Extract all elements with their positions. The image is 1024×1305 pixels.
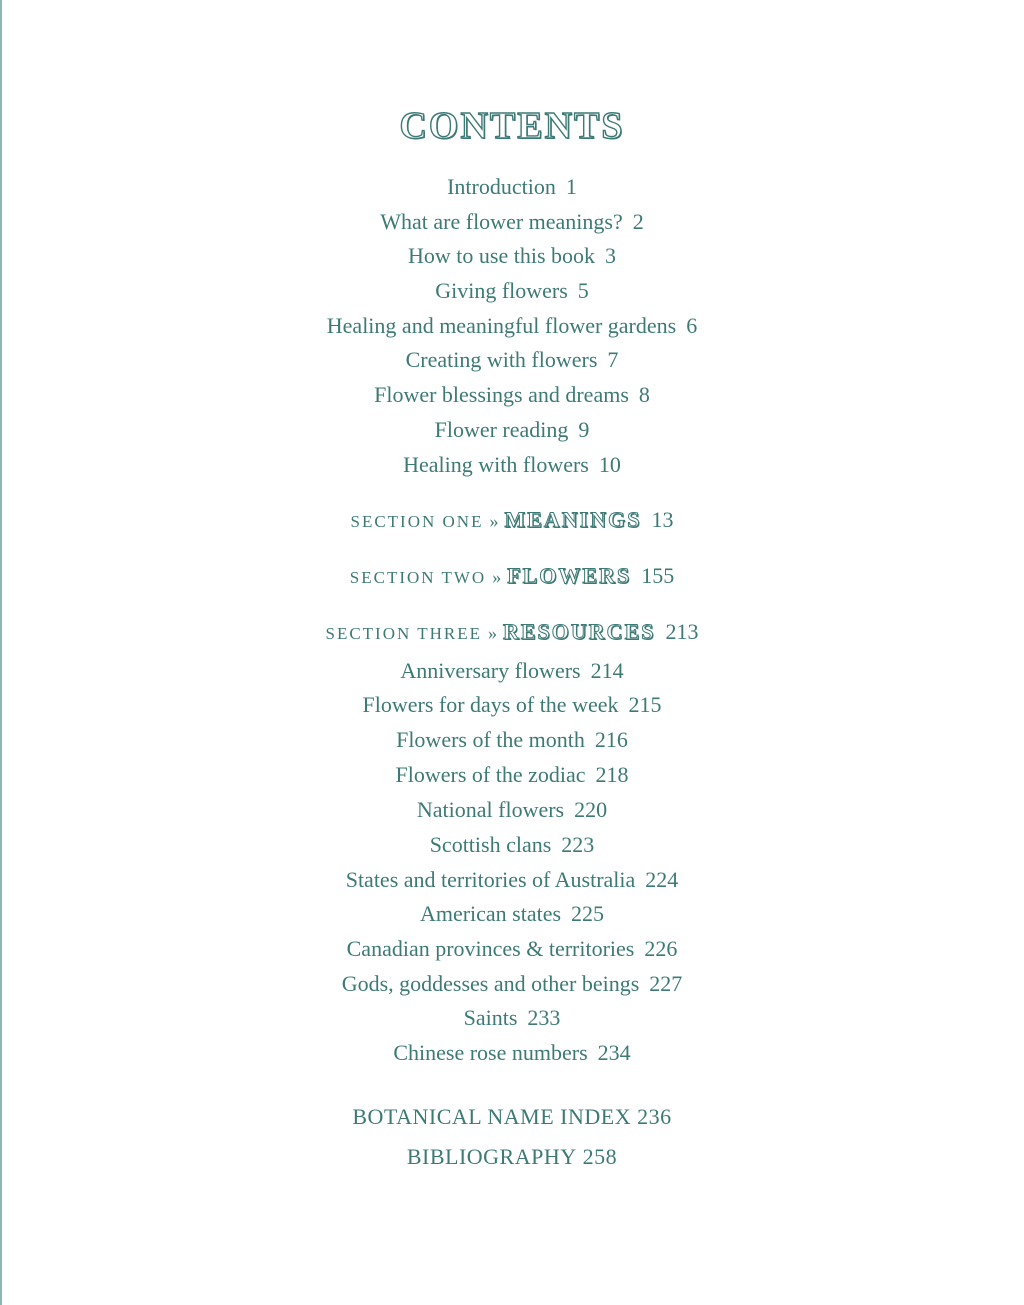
toc-entry-label: Gods, goddesses and other beings: [341, 971, 640, 996]
toc-entry-label: Flower blessings and dreams: [374, 382, 629, 407]
toc-entry-american-states[interactable]: [0, 899, 1024, 929]
toc-entry-page: 220: [574, 797, 608, 822]
toc-entry-page: 214: [590, 658, 624, 683]
section-name: MEANINGS: [504, 507, 642, 532]
toc-entry-days-of-week[interactable]: [0, 690, 1024, 720]
toc-entry-label: Chinese rose numbers: [393, 1040, 588, 1065]
toc-entry-page: 234: [597, 1040, 631, 1065]
toc-entry-label: BOTANICAL NAME INDEX: [352, 1104, 632, 1129]
section-name: FLOWERS: [507, 563, 632, 588]
toc-section-two[interactable]: [0, 560, 1024, 595]
toc-entry-label: American states: [419, 901, 562, 926]
toc-entry-flower-blessings[interactable]: [0, 380, 1024, 410]
toc-entry-giving-flowers[interactable]: [0, 276, 1024, 306]
section-label: SECTION TWO: [349, 568, 487, 587]
toc-entry-page: 5: [577, 278, 589, 303]
toc-entry-gods-goddesses[interactable]: [0, 969, 1024, 999]
toc-entry-label: States and territories of Australia: [345, 867, 636, 892]
toc-entry-page: 218: [595, 762, 629, 787]
toc-entry-chinese-rose-numbers[interactable]: [0, 1038, 1024, 1068]
toc-entry-label: What are flower meanings?: [380, 209, 623, 234]
toc-entry-saints[interactable]: [0, 1003, 1024, 1033]
section-page: 13: [651, 507, 674, 532]
toc-entry-canadian-provinces[interactable]: [0, 934, 1024, 964]
toc-entry-page: 258: [582, 1144, 618, 1169]
section-label: SECTION THREE: [325, 624, 482, 643]
toc-entry-page: 6: [686, 313, 698, 338]
toc-entry-what-are-flower-meanings[interactable]: [0, 207, 1024, 237]
toc-section-three[interactable]: [0, 616, 1024, 651]
toc-entry-label: Creating with flowers: [405, 347, 598, 372]
page-title: CONTENTS: [399, 105, 625, 147]
toc-entry-flowers-of-month[interactable]: [0, 725, 1024, 755]
section-label: SECTION ONE: [350, 512, 484, 531]
toc-entry-page: 233: [527, 1005, 561, 1030]
toc-entry-label: How to use this book: [408, 243, 595, 268]
toc-entry-bibliography[interactable]: [0, 1142, 1024, 1172]
toc-entry-healing-gardens[interactable]: [0, 311, 1024, 341]
toc-entry-page: 216: [594, 727, 628, 752]
toc-entry-label: Giving flowers: [435, 278, 568, 303]
section-page: 155: [641, 563, 675, 588]
toc-entry-page: 3: [605, 243, 616, 268]
toc-entry-scottish-clans[interactable]: [0, 830, 1024, 860]
toc-entry-healing-with-flowers[interactable]: [0, 450, 1024, 480]
toc-entry-how-to-use-this-book[interactable]: [0, 241, 1024, 271]
section-separator: »: [492, 567, 502, 587]
toc-entry-page: 225: [571, 901, 605, 926]
toc-entry-page: 226: [644, 936, 678, 961]
toc-entry-label: Introduction: [447, 174, 556, 199]
toc-entry-label: Canadian provinces & territories: [346, 936, 635, 961]
toc-entry-australia[interactable]: [0, 865, 1024, 895]
toc-entry-botanical-name-index[interactable]: [0, 1102, 1024, 1132]
toc-entry-label: Flower reading: [434, 417, 569, 442]
toc-entry-page: 10: [598, 452, 621, 477]
toc-entry-flowers-of-zodiac[interactable]: [0, 760, 1024, 790]
toc-entry-page: 236: [637, 1104, 672, 1129]
toc-entry-label: National flowers: [416, 797, 565, 822]
section-name: RESOURCES: [503, 619, 656, 644]
toc-entry-label: Flowers of the month: [396, 727, 585, 752]
toc-entry-page: 223: [561, 832, 595, 857]
toc-entry-page: 224: [645, 867, 679, 892]
toc-entry-page: 8: [638, 382, 650, 407]
toc-entry-introduction[interactable]: [0, 172, 1024, 202]
toc-entry-anniversary-flowers[interactable]: [0, 656, 1024, 686]
toc-entry-label: Saints: [463, 1005, 518, 1030]
toc-entry-page: 7: [607, 347, 619, 372]
section-page: 213: [665, 619, 699, 644]
toc-entry-page: 215: [628, 692, 662, 717]
toc-entry-page: 9: [578, 417, 590, 442]
toc-entry-flower-reading[interactable]: [0, 415, 1024, 445]
toc-entry-label: Flowers of the zodiac: [395, 762, 586, 787]
toc-entry-label: Healing with flowers: [403, 452, 589, 477]
toc-entry-creating-with-flowers[interactable]: [0, 345, 1024, 375]
toc-entry-label: Healing and meaningful flower gardens: [326, 313, 677, 338]
toc-entry-label: Anniversary flowers: [400, 658, 581, 683]
toc-entry-national-flowers[interactable]: [0, 795, 1024, 825]
section-separator: »: [489, 511, 499, 531]
toc-entry-label: BIBLIOGRAPHY: [406, 1144, 577, 1169]
toc-entry-page: 2: [632, 209, 644, 234]
toc-entry-label: Flowers for days of the week: [362, 692, 619, 717]
section-separator: »: [488, 623, 497, 643]
toc-entry-page: 1: [565, 174, 577, 199]
toc-section-one[interactable]: [0, 504, 1024, 539]
toc-entry-page: 227: [649, 971, 683, 996]
toc-entry-label: Scottish clans: [429, 832, 552, 857]
